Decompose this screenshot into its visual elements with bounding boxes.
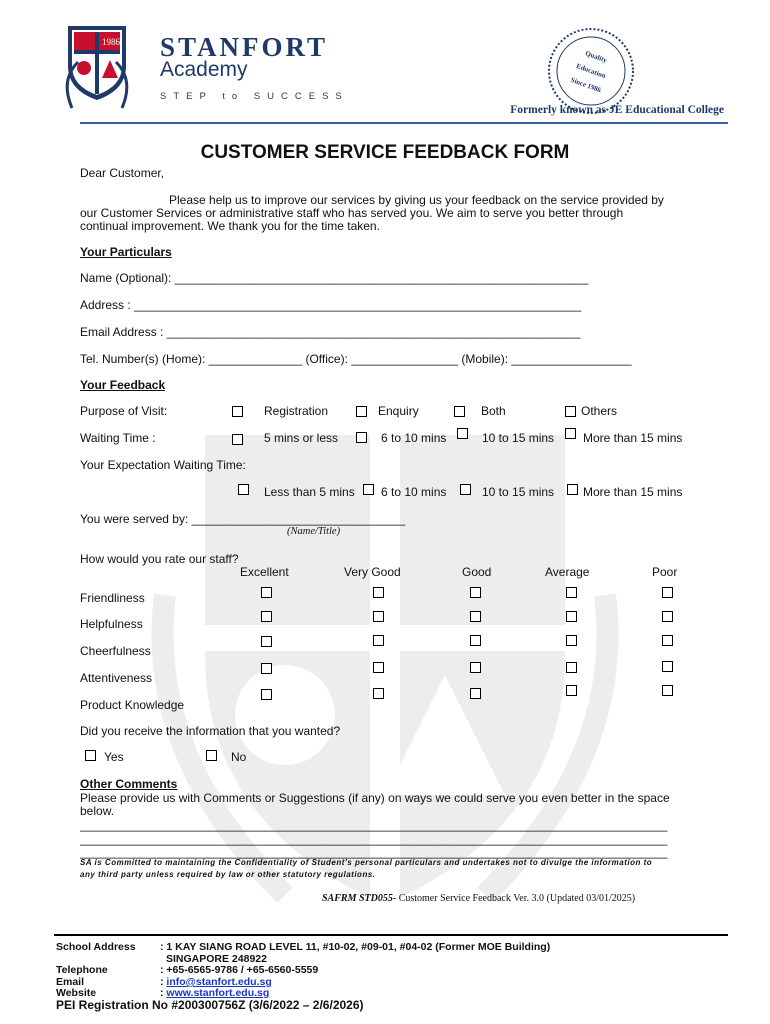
confidentiality-note-2: any third party unless required by law or other statutory regulations. xyxy=(80,870,376,879)
rating-col-excellent: Excellent xyxy=(240,565,289,579)
expect-option-label: 6 to 10 mins xyxy=(381,485,447,499)
confidentiality-note-1: SA is Committed to maintaining the Confidentiality of Student's personal particulars and undertakes not to divulge the information to xyxy=(80,858,653,867)
rating-row-label: Product Knowledge xyxy=(80,698,185,712)
rating-checkbox[interactable] xyxy=(566,635,577,646)
waiting-more-15-checkbox[interactable] xyxy=(565,428,576,439)
footer-address-value-2: SINGAPORE 248922 xyxy=(166,953,267,965)
rating-checkbox[interactable] xyxy=(470,611,481,622)
intro-line-2: our Customer Services or administrative staff who has served you. We aim to serve you better through xyxy=(80,206,624,220)
waiting-option-label: 6 to 10 mins xyxy=(381,431,447,445)
feedback-heading: Your Feedback xyxy=(80,378,166,392)
comments-prompt-1: Please provide us with Comments or Suggestions (if any) on ways we could serve you even better in the space xyxy=(80,791,670,805)
rating-checkbox[interactable] xyxy=(470,587,481,598)
purpose-registration-checkbox[interactable] xyxy=(232,406,243,417)
rating-checkbox[interactable] xyxy=(470,635,481,646)
brand-sub: Academy xyxy=(160,58,248,81)
rating-checkbox[interactable] xyxy=(566,611,577,622)
rating-checkbox[interactable] xyxy=(470,662,481,673)
purpose-option-label: Others xyxy=(581,404,618,418)
footer-email-row: : info@stanfort.edu.sg xyxy=(160,976,272,988)
rating-col-average: Average xyxy=(545,565,590,579)
comment-line[interactable]: ________________________________________________________________________________________ xyxy=(80,818,668,832)
laurel-left-icon xyxy=(58,60,82,110)
footer-website-link[interactable]: www.stanfort.edu.sg xyxy=(166,987,270,999)
rating-checkbox[interactable] xyxy=(566,685,577,696)
expect-option-label: Less than 5 mins xyxy=(264,485,355,499)
seal-line-1: Quality xyxy=(584,49,609,65)
info-no-checkbox[interactable] xyxy=(206,750,217,761)
email-field[interactable]: Email Address : ______________________________________________________________ xyxy=(80,325,581,339)
rating-checkbox[interactable] xyxy=(373,635,384,646)
rating-checkbox[interactable] xyxy=(261,689,272,700)
rating-row-label: Friendliness xyxy=(80,591,145,605)
seal-line-3: Since 1986 xyxy=(569,75,603,95)
waiting-option-label: 5 mins or less xyxy=(264,431,339,445)
formerly-known-as: Formerly known as JE Educational College xyxy=(510,104,724,116)
purpose-both-checkbox[interactable] xyxy=(454,406,465,417)
comments-prompt-2: below. xyxy=(80,804,115,818)
footer-email-link[interactable]: info@stanfort.edu.sg xyxy=(166,976,272,988)
form-title: CUSTOMER SERVICE FEEDBACK FORM xyxy=(200,142,570,163)
waiting-5-or-less-checkbox[interactable] xyxy=(232,434,243,445)
rating-checkbox[interactable] xyxy=(662,685,673,696)
rating-col-poor: Poor xyxy=(652,565,678,579)
info-yes-label: Yes xyxy=(104,750,124,764)
laurel-right-icon xyxy=(112,60,136,110)
rating-checkbox[interactable] xyxy=(662,587,673,598)
rating-checkbox[interactable] xyxy=(662,661,673,672)
particulars-heading: Your Particulars xyxy=(80,245,172,259)
rating-checkbox[interactable] xyxy=(662,635,673,646)
waiting-label: Waiting Time : xyxy=(80,431,156,445)
form-code-line xyxy=(322,893,635,904)
info-question: Did you receive the information that you wanted? xyxy=(80,724,341,738)
rating-checkbox[interactable] xyxy=(373,662,384,673)
rating-row-label: Cheerfulness xyxy=(80,644,151,658)
pei-registration: PEI Registration No #200300756Z (3/6/2022 – 2/6/2026) xyxy=(56,998,364,1012)
crest-year: 1986 xyxy=(102,37,120,47)
purpose-option-label: Enquiry xyxy=(378,404,419,418)
rating-checkbox[interactable] xyxy=(261,611,272,622)
header-divider xyxy=(80,122,728,124)
waiting-6-10-checkbox[interactable] xyxy=(356,432,367,443)
info-no-label: No xyxy=(231,750,247,764)
brand-name: STANFORT xyxy=(160,32,329,62)
expect-option-label: More than 15 mins xyxy=(583,485,683,499)
footer-telephone-value: : +65-6565-9786 / +65-6560-5559 xyxy=(160,964,319,976)
footer-divider xyxy=(54,934,728,936)
name-field[interactable]: Name (Optional): ______________________________________________________________ xyxy=(80,271,589,285)
comment-line[interactable]: ________________________________________________________________________________________ xyxy=(80,845,668,859)
rating-checkbox[interactable] xyxy=(566,662,577,673)
brand-tagline: STEP to SUCCESS xyxy=(160,91,349,102)
rating-col-good: Good xyxy=(462,565,492,579)
name-title-caption: (Name/Title) xyxy=(287,526,341,537)
form-code: SAFRM STD055- xyxy=(322,893,397,904)
intro-line-3: continual improvement. We thank you for the time taken. xyxy=(80,219,380,233)
rating-checkbox[interactable] xyxy=(470,688,481,699)
rating-checkbox[interactable] xyxy=(373,587,384,598)
purpose-option-label: Both xyxy=(481,404,506,418)
rating-question: How would you rate our staff? xyxy=(80,552,239,566)
waiting-10-15-checkbox[interactable] xyxy=(457,428,468,439)
served-by-field[interactable]: You were served by: ________________________________ xyxy=(80,512,406,526)
purpose-enquiry-checkbox[interactable] xyxy=(356,406,367,417)
rating-checkbox[interactable] xyxy=(566,587,577,598)
rating-checkbox[interactable] xyxy=(373,611,384,622)
quality-seal-badge xyxy=(546,26,636,116)
footer-website-label: Website xyxy=(56,987,97,999)
comments-heading: Other Comments xyxy=(80,777,178,791)
info-yes-checkbox[interactable] xyxy=(85,750,96,761)
footer-address-value: : 1 KAY SIANG ROAD LEVEL 11, #10-02, #09-01, #04-02 (Former MOE Building) xyxy=(160,941,551,953)
expect-less-5-checkbox[interactable] xyxy=(238,484,249,495)
form-version: Customer Service Feedback Ver. 3.0 (Updated 03/01/2025) xyxy=(396,893,636,904)
rating-checkbox[interactable] xyxy=(662,611,673,622)
intro-line-1: Please help us to improve our services by giving us your feedback on the service provided by xyxy=(169,193,664,207)
expect-more-15-checkbox[interactable] xyxy=(567,484,578,495)
expect-option-label: 10 to 15 mins xyxy=(482,485,555,499)
expect-6-10-checkbox[interactable] xyxy=(363,484,374,495)
purpose-label: Purpose of Visit: xyxy=(80,404,168,418)
expect-10-15-checkbox[interactable] xyxy=(460,484,471,495)
rating-checkbox[interactable] xyxy=(261,663,272,674)
expectation-label: Your Expectation Waiting Time: xyxy=(80,458,246,472)
comment-line[interactable]: ________________________________________________________________________________________ xyxy=(80,832,668,846)
telephone-field[interactable]: Tel. Number(s) (Home): ______________ (Office): ________________ (Mobile): __________________ xyxy=(80,352,632,366)
greeting: Dear Customer, xyxy=(80,166,165,180)
footer-telephone-label: Telephone xyxy=(56,964,108,976)
footer-email-label: Email xyxy=(56,976,85,988)
rating-checkbox[interactable] xyxy=(261,587,272,598)
address-field[interactable]: Address : ___________________________________________________________________ xyxy=(80,298,582,312)
rating-checkbox[interactable] xyxy=(373,688,384,699)
rating-row-label: Helpfulness xyxy=(80,617,143,631)
purpose-others-checkbox[interactable] xyxy=(565,406,576,417)
footer-website-row: : www.stanfort.edu.sg xyxy=(160,987,270,999)
footer-address-label: School Address xyxy=(56,941,136,953)
rating-checkbox[interactable] xyxy=(261,636,272,647)
purpose-option-label: Registration xyxy=(264,404,329,418)
waiting-option-label: More than 15 mins xyxy=(583,431,683,445)
seal-line-2: Education xyxy=(575,61,607,81)
rating-row-label: Attentiveness xyxy=(80,671,153,685)
rating-col-very-good: Very Good xyxy=(344,565,401,579)
waiting-option-label: 10 to 15 mins xyxy=(482,431,555,445)
